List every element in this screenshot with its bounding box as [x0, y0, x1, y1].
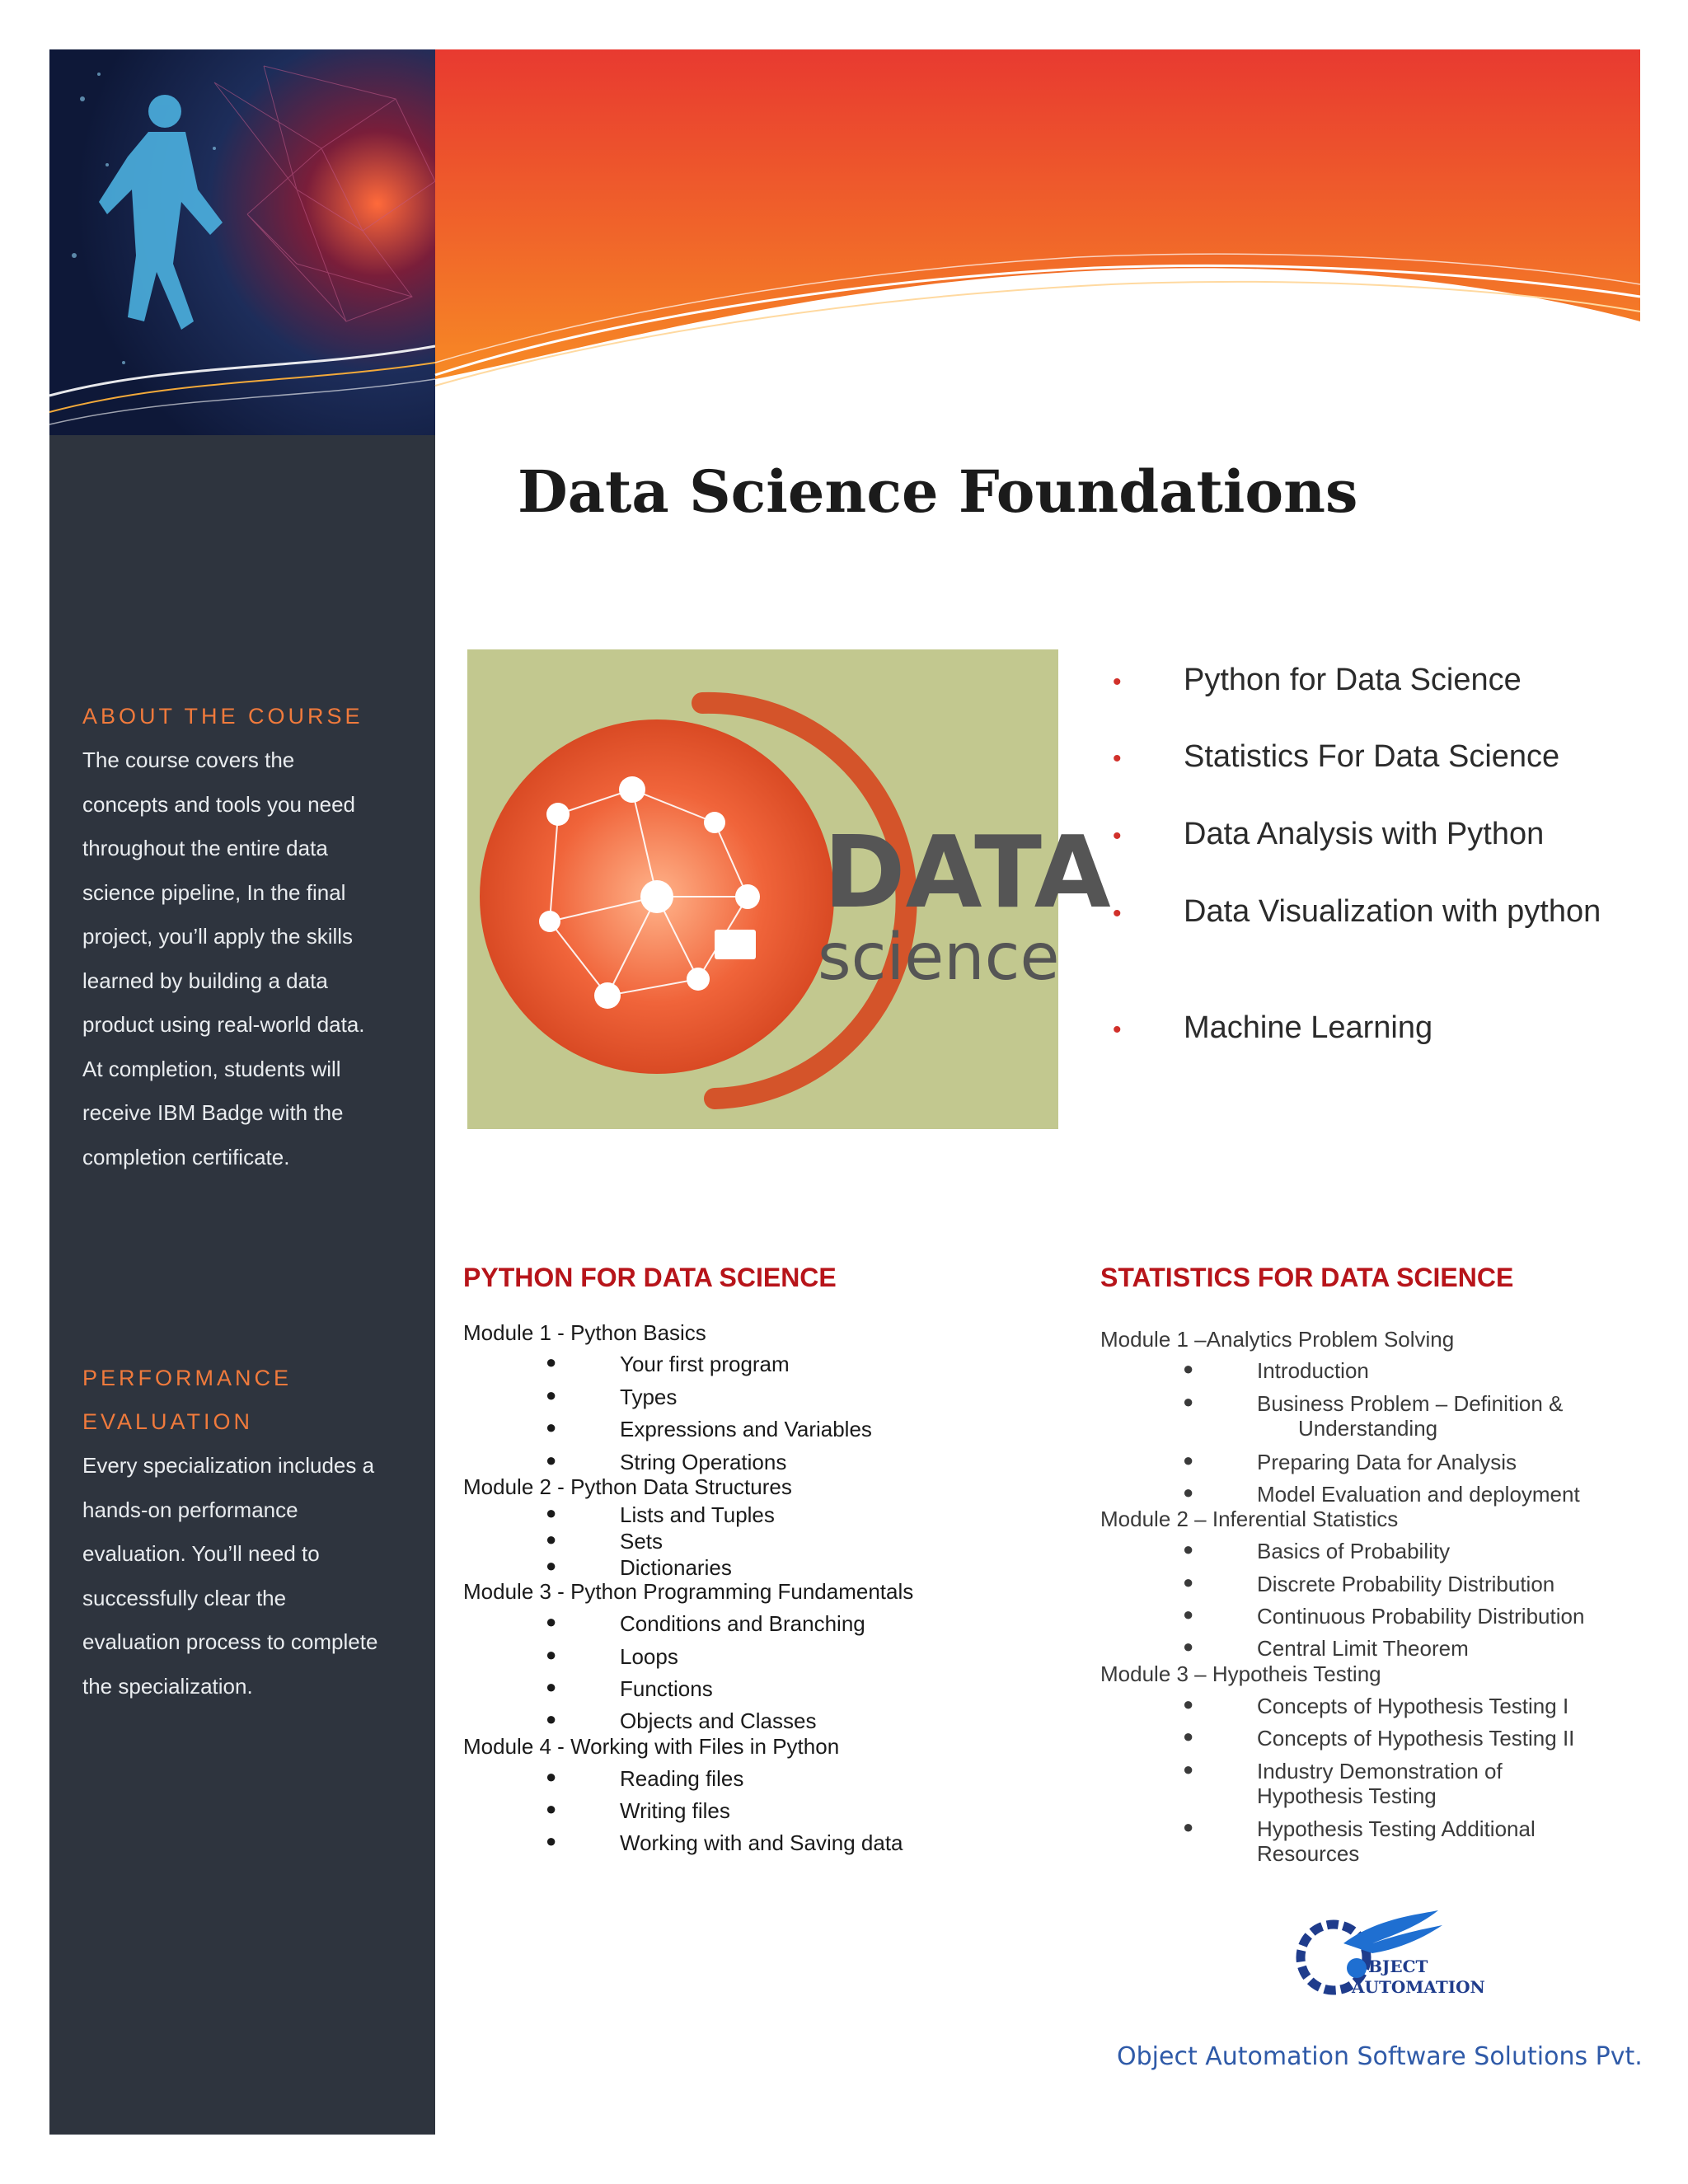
- bullet-icon: ●: [546, 1385, 557, 1405]
- performance-heading-line-2: EVALUATION: [82, 1409, 254, 1434]
- bullet-icon: ●: [546, 1450, 557, 1470]
- module-title: Module 4 - Working with Files in Python: [463, 1734, 840, 1759]
- python-section-heading: PYTHON FOR DATA SCIENCE: [463, 1263, 837, 1292]
- bullet-icon: •: [1113, 745, 1122, 772]
- sidebar-text-line: completion certificate.: [82, 1144, 290, 1169]
- hero-runner-image: [49, 49, 435, 435]
- performance-heading-line-1: PERFORMANCE: [82, 1366, 293, 1390]
- image-word-science: science: [818, 921, 1060, 995]
- sidebar-text-line: learned by building a data: [82, 968, 328, 993]
- bullet-icon: ●: [546, 1611, 557, 1632]
- bullet-icon: ●: [546, 1555, 557, 1576]
- company-name: Object Automation Software Solutions Pvt.: [1117, 2042, 1643, 2071]
- logo-text-line-1: BJECT: [1368, 1957, 1428, 1976]
- sidebar-text-line: throughout the entire data: [82, 836, 328, 860]
- sidebar-text-line: product using real-world data.: [82, 1012, 365, 1037]
- logo-text-line-2: AUTOMATION: [1352, 1977, 1485, 1997]
- sidebar-text-line: concepts and tools you need: [82, 791, 356, 817]
- bullet-icon: ●: [546, 1502, 557, 1523]
- sidebar-text-line: At completion, students will: [82, 1056, 341, 1081]
- bullet-icon: •: [1113, 1016, 1122, 1043]
- sidebar-text-line: hands-on performance: [82, 1497, 298, 1522]
- sidebar-text-line: receive IBM Badge with the: [82, 1100, 344, 1125]
- bullet-icon: •: [1113, 668, 1122, 696]
- about-heading: ABOUT THE COURSE: [82, 704, 363, 729]
- bullet-icon: ●: [1183, 1604, 1194, 1624]
- document-title: Data Science Foundations: [518, 457, 1358, 526]
- bullet-icon: ●: [1183, 1391, 1194, 1412]
- bullet-icon: ●: [1183, 1816, 1194, 1837]
- bullet-icon: ●: [1183, 1726, 1194, 1746]
- bullet-icon: ●: [1183, 1482, 1194, 1502]
- bullet-icon: •: [1113, 900, 1122, 927]
- top-banner: [435, 49, 1640, 396]
- module-title: Module 2 – Inferential Statistics: [1100, 1507, 1399, 1531]
- bullet-icon: ●: [1183, 1450, 1194, 1470]
- object-automation-logo: [1294, 1910, 1484, 2005]
- bullet-icon: ●: [1183, 1572, 1194, 1592]
- bullet-icon: ●: [546, 1529, 557, 1549]
- stats-section-heading: STATISTICS FOR DATA SCIENCE: [1100, 1263, 1514, 1292]
- module-title: Module 3 – Hypotheis Testing: [1100, 1661, 1381, 1686]
- sidebar-text-line: The course covers the: [82, 748, 295, 772]
- module-title: Module 1 –Analytics Problem Solving: [1100, 1327, 1455, 1352]
- bullet-icon: ●: [1183, 1358, 1194, 1379]
- bullet-icon: ●: [546, 1830, 557, 1851]
- bullet-icon: ●: [546, 1766, 557, 1787]
- module-title: Module 2 - Python Data Structures: [463, 1474, 792, 1499]
- bullet-icon: ●: [1183, 1539, 1194, 1559]
- bullet-icon: ●: [546, 1352, 557, 1372]
- bullet-icon: ●: [546, 1708, 557, 1729]
- bullet-icon: ●: [1183, 1694, 1194, 1714]
- module-title: Module 1 - Python Basics: [463, 1320, 706, 1345]
- sidebar-text-line: science pipeline, In the final: [82, 879, 346, 905]
- bullet-icon: ●: [546, 1417, 557, 1437]
- bullet-icon: ●: [546, 1798, 557, 1819]
- bullet-icon: ●: [1183, 1759, 1194, 1779]
- module-title: Module 3 - Python Programming Fundamentals: [463, 1579, 914, 1604]
- sidebar-text-line: evaluation. You’ll need to: [82, 1541, 320, 1566]
- sidebar-text-line: Every specialization includes a: [82, 1453, 375, 1478]
- data-science-image: [467, 649, 1111, 1129]
- image-word-data: DATA: [823, 816, 1111, 930]
- bullet-icon: ●: [546, 1644, 557, 1665]
- bullet-icon: ●: [546, 1676, 557, 1697]
- sidebar-text-line: project, you’ll apply the skills: [82, 924, 354, 949]
- sidebar-text-line: the specialization.: [82, 1673, 253, 1699]
- sidebar-text-line: evaluation process to complete: [82, 1629, 378, 1654]
- bullet-icon: ●: [1183, 1636, 1194, 1657]
- sidebar-text-line: successfully clear the: [82, 1585, 287, 1610]
- bullet-icon: •: [1113, 823, 1122, 850]
